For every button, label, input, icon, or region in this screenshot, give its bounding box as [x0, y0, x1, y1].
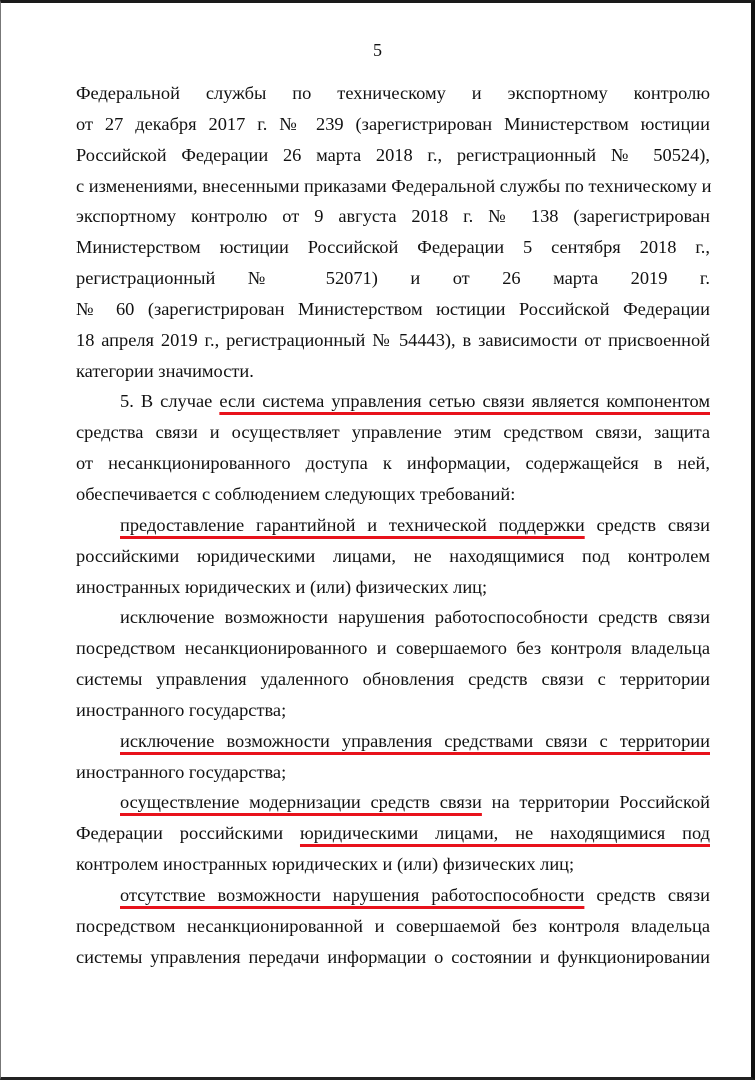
text-segment: 18 апреля 2019 г., регистрационный № 54443), в зависимости от присвоенной: [76, 329, 710, 350]
text-line: [76, 911, 710, 942]
text-segment: исключение возможности нарушения работоспособности средств связи: [120, 607, 710, 628]
document-body: [76, 78, 710, 972]
text-segment: с изменениями, внесенными приказами Федеральной службы по техническому и: [76, 175, 712, 196]
red-underline-highlight: осуществление модернизации средств связи: [120, 792, 482, 813]
text-line: [76, 664, 710, 695]
text-segment: от несанкционированного доступа к информации, содержащейся в ней,: [76, 453, 710, 474]
text-segment: Российской Федерации 26 марта 2018 г., регистрационный № 50524),: [76, 144, 710, 165]
red-underline-highlight: если система управления сетью связи является компонентом: [219, 391, 710, 412]
text-segment: Министерством юстиции Российской Федерации 5 сентября 2018 г.,: [76, 237, 710, 258]
text-segment: обеспечивается с соблюдением следующих требований:: [76, 483, 516, 504]
text-line: [76, 757, 710, 788]
text-segment: № 60 (зарегистрирован Министерством юстиции Российской Федерации: [76, 298, 710, 319]
text-segment: средств связи: [584, 884, 710, 905]
text-segment: системы управления передачи информации о состоянии и функционировании: [76, 946, 710, 967]
text-line: [76, 201, 710, 232]
text-line: [76, 171, 710, 202]
red-underline-highlight: предоставление гарантийной и технической поддержки: [120, 514, 585, 535]
text-line: [76, 232, 710, 263]
text-line: [76, 479, 710, 510]
text-segment: средств связи: [584, 514, 710, 535]
text-line: [76, 942, 710, 973]
text-line: [76, 849, 710, 880]
text-segment: экспортному контролю от 9 августа 2018 г. № 138 (зарегистрирован: [76, 206, 710, 227]
text-segment: категории значимости.: [76, 360, 254, 381]
text-segment: регистрационный № 52071) и от 26 марта 2019 г.: [76, 268, 710, 289]
text-line: [76, 695, 710, 726]
text-line: [76, 263, 710, 294]
text-line: [76, 448, 710, 479]
text-line: [76, 880, 710, 911]
text-segment: иностранного государства;: [76, 761, 287, 782]
text-segment: Федеральной службы по техническому и экспортному контролю: [76, 83, 710, 103]
text-line: [76, 78, 710, 109]
text-segment: Федерации российскими: [76, 823, 300, 844]
text-line: [76, 602, 710, 633]
text-line: [76, 294, 710, 325]
text-segment: посредством несанкционированной и совершаемой без контроля владельца: [76, 915, 710, 936]
text-segment: иностранного государства;: [76, 699, 287, 720]
text-segment: средства связи и осуществляет управление этим средством связи, защита: [76, 422, 710, 443]
text-line: [76, 572, 710, 603]
text-segment: посредством несанкционированного и совершаемого без контроля владельца: [76, 638, 710, 659]
text-segment: системы управления удаленного обновления средств связи с территории: [76, 669, 710, 690]
text-line: [76, 633, 710, 664]
text-line: [76, 109, 710, 140]
text-line: [76, 140, 710, 171]
text-line: [76, 417, 710, 448]
text-line: [76, 541, 710, 572]
text-line: [76, 325, 710, 356]
text-segment: 5. В случае: [120, 391, 220, 412]
red-underline-highlight: отсутствие возможности нарушения работоспособности: [120, 884, 585, 905]
page-number: 5: [373, 40, 382, 60]
text-line: [76, 787, 710, 818]
text-line: [76, 726, 710, 757]
text-line: [76, 510, 710, 541]
red-underline-highlight: исключение возможности управления средствами связи с территории: [120, 730, 710, 751]
text-segment: иностранных юридических и (или) физических лиц;: [76, 576, 488, 597]
text-segment: на территории Российской: [481, 792, 710, 813]
text-line: [76, 386, 710, 417]
red-underline-highlight: юридическими лицами, не находящимися под: [299, 823, 710, 844]
text-segment: от 27 декабря 2017 г. № 239 (зарегистрирован Министерством юстиции: [76, 113, 710, 134]
text-line: [76, 356, 710, 387]
text-segment: российскими юридическими лицами, не находящимися под контролем: [76, 545, 710, 566]
text-segment: контролем иностранных юридических и (или) физических лиц;: [76, 854, 575, 875]
text-line: [76, 818, 710, 849]
